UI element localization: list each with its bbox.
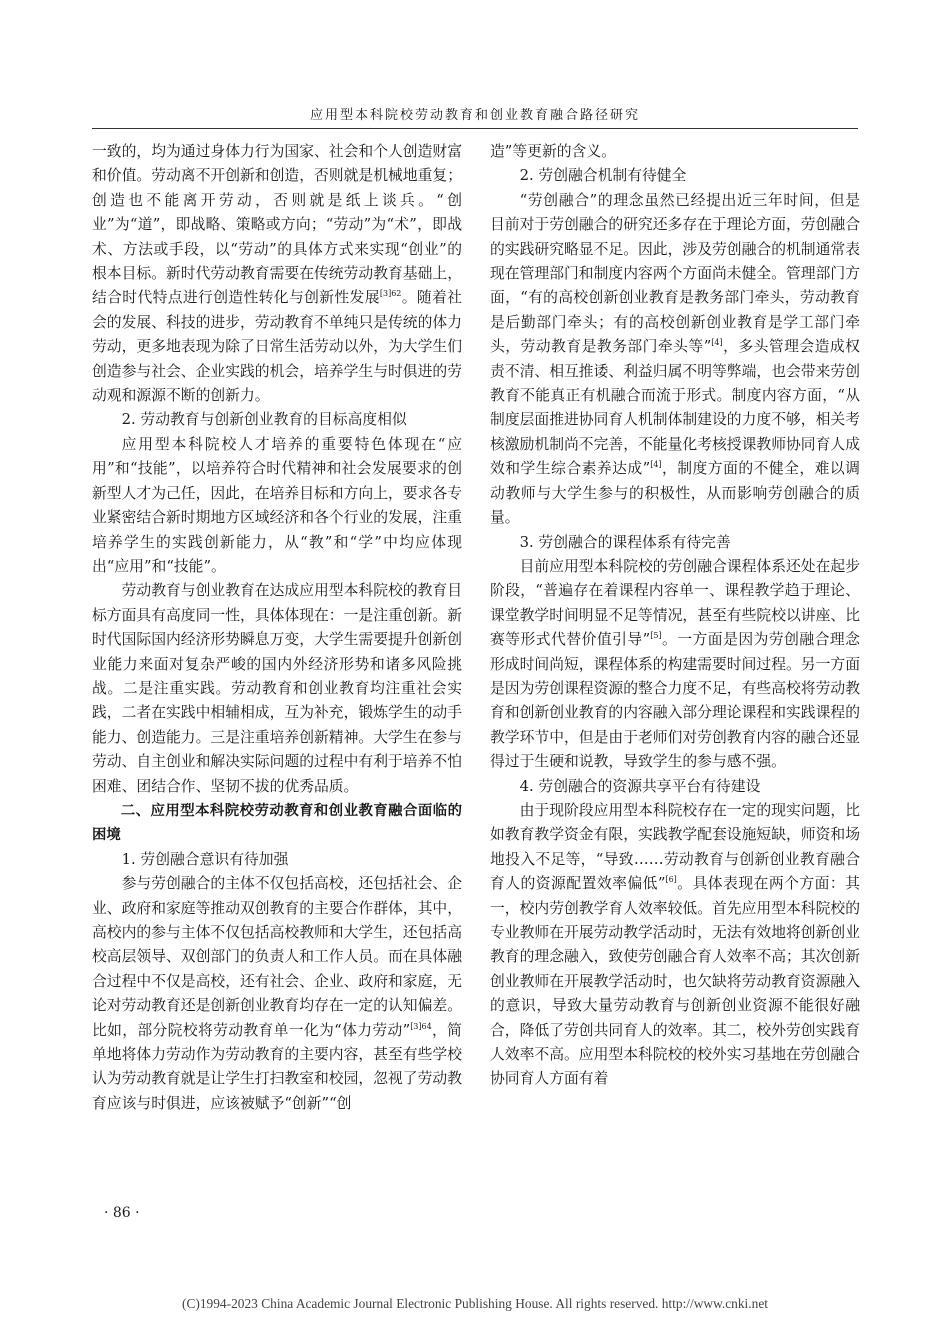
citation: [4]: [711, 338, 723, 348]
citation: [6]: [665, 875, 677, 885]
paragraph: “劳创融合”的理念虽然已经提出近三年时间，但是目前对于劳创融合的研究还多存在于理论方面，劳创融合的实践研究略显不足。因此，涉及劳创融合的机制通常表现在管理部门和制度内容两个方面尚未健全。管理部门方面，“有的高校创新创业教育是教务部门牵头，劳动教育是后勤部门牵头；有的高校创新创业教育是学工部门牵头，劳动教育是教务部门牵头等”[4]，多头管理会造成权责不清、相互推诿、利益归属不明等弊端，也会带来劳创教育不能真正有机融合而流于形式。制度内容方面，“从制度层面推进协同育人机制体制建设的力度不够，相关考核激励机制尚不完善，不能量化考核授课教师协同育人成效和学生综合素养达成”[4]，制度方面的不健全，难以调动教师与大学生参与的积极性，从而影响劳创融合的质量。: [490, 191, 860, 527]
subsection-heading: 3. 劳创融合的课程体系有待完善: [519, 533, 731, 551]
subsection-heading: 1. 劳创融合意识有待加强: [121, 850, 289, 868]
running-header: 应用型本科院校劳动教育和创业教育融合路径研究: [309, 108, 640, 123]
paragraph: 参与劳创融合的主体不仅包括高校，还包括社会、企业、政府和家庭等推动双创教育的主要合作群体，其中，高校内的参与主体不仅包括高校教师和大学生，还包括高校高层领导、双创部门的负责人和工作人员。而在具体融合过程中不仅是高校，还有社会、企业、政府和家庭，无论对劳动教育还是创新创业教育均存在一定的认知偏差。比如，部分院校将劳动教育单一化为“体力劳动”$^{[3]64}$，简单地将体力劳动作为劳动教育的主要内容，甚至有些学校认为劳动教育就是让学生打扫教室和校园，忽视了劳动教育应该与时俱进，应该被赋予“创新”“创: [92, 875, 462, 1112]
right-column: [490, 140, 860, 1092]
subsection-heading: 2. 劳创融合机制有待健全: [519, 167, 687, 185]
page-number: · 86 ·: [104, 1205, 140, 1221]
citation: [4]: [650, 460, 662, 470]
paragraph: 应用型本科院校人才培养的重要特色体现在“应用”和“技能”，以培养符合时代精神和社会发展要求的创新型人才为己任，因此，在培养目标和方向上，要求各专业紧密结合新时期地方区域经济和各个行业的发展，注重培养学生的实践创新能力，从“教”和“学”中均应体现出“应用”和“技能”。: [92, 435, 462, 575]
paragraph: 造”等更新的含义。: [490, 143, 616, 160]
section-heading: 二、应用型本科院校劳动教育和创业教育融合面临的困境: [92, 802, 462, 844]
paragraph: 由于现阶段应用型本科院校存在一定的现实问题，比如教育教学资金有限，实践教学配套设施短缺，师资和场地投入不足等，“导致……劳动教育与创新创业教育融合育人的资源配置效率偏低”[6]。具体表现在两个方面：其一，校内劳创教学育人效率较低。首先应用型本科院校的专业教师在开展劳动教学活动时，无法有效地将创新创业教育的理念融入，致使劳创融合育人效率不高；其次创新创业教师在开展教学活动时，也欠缺将劳动教育资源融入的意识，导致大量劳动教育与创新创业资源不能很好融合，降低了劳创共同育人的效率。其二，校外劳创实践育人效率不高。应用型本科院校的校外实习基地在劳创融合协同育人方面有着: [490, 801, 860, 1088]
subsection-heading: 2. 劳动教育与创新创业教育的目标高度相似: [121, 411, 407, 429]
paragraph: 劳动教育与创业教育在达成应用型本科院校的教育目标方面具有高度同一性，具体体现在：一是注重创新。新时代国际国内经济形势瞬息万变，大学生需要提升创新创业能力来面对复杂严峻的国内外经济形势和诸多风险挑战。二是注重实践。劳动教育和创业教育均注重社会实践，二者在实践中相辅相成，互为补充，锻炼学生的动手能力、创造能力。三是注重培养创新精神。大学生在参与劳动、自主创业和解决实际问题的过程中有利于培养不怕困难、团结合作、坚韧不拔的优秀品质。: [92, 582, 462, 795]
paragraph: 一致的，均为通过身体力行为国家、社会和个人创造财富和价值。劳动离不开创新和创造，否则就是机械地重复；创造也不能离开劳动，否则就是纸上谈兵。“创业”为“道”，即战略、策略或方向；“劳动”为“术”，即战术、方法或手段，以“劳动”的具体方式来实现“创业”的根本目标。新时代劳动教育需要在传统劳动教育基础上，结合时代特点进行创造性转化与创新性发展$^{[3]62}$。随着社会的发展、科技的进步，劳动教育不单纯只是传统的体力劳动，更多地表现为除了日常生活劳动以外，为大学生们创造参与社会、企业实践的机会，培养学生与时俱进的劳动观和源源不断的创新力。: [92, 143, 462, 405]
paragraph: 目前应用型本科院校的劳创融合课程体系还处在起步阶段，“普遍存在着课程内容单一、课程教学趋于理论、课堂教学时间明显不足等情况，甚至有些院校以讲座、比赛等形式代替价值引导”[5]。一方面是因为劳创融合理念形成时间尚短，课程体系的构建需要时间过程。另一方面是因为劳创课程资源的整合力度不足，有些高校将劳动教育和创新创业教育的内容融入部分理论课程和实践课程的教学环节中，但是由于老师们对劳创教育内容的融合还显得过于生硬和说教，导致学生的参与感不强。: [490, 557, 860, 771]
header-rule: [92, 128, 858, 129]
copyright-footer: (C)1994-2023 China Academic Journal Electronic Publishing House. All rights reserved. http://www.cnki.net: [182, 1296, 768, 1311]
left-column: [92, 140, 462, 1116]
subsection-heading: 4. 劳创融合的资源共享平台有待建设: [519, 777, 761, 795]
citation: [5]: [650, 631, 662, 641]
citation: [3]62: [379, 289, 402, 299]
citation: [3]64: [410, 1021, 432, 1031]
